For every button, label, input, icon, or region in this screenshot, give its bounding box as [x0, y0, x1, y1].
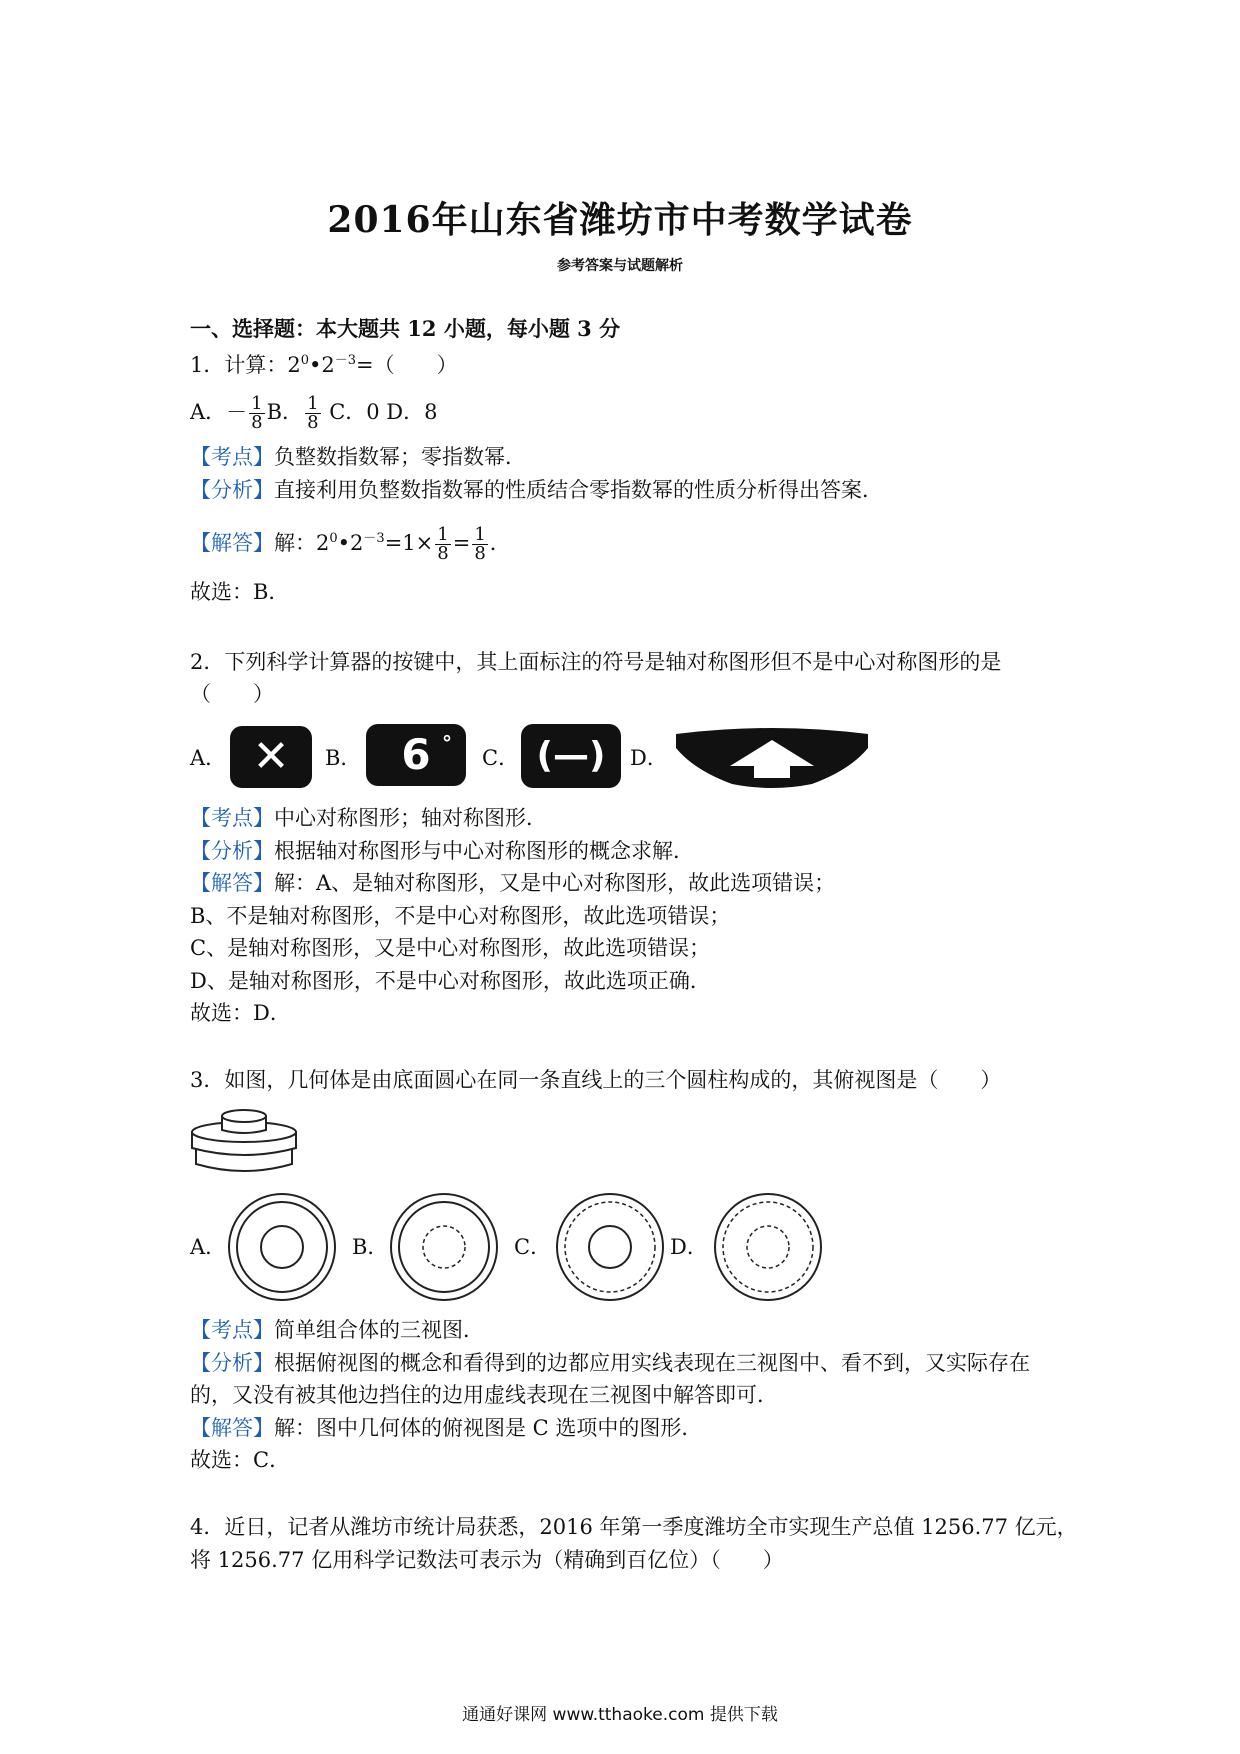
- q2-label-a: A．: [190, 746, 227, 770]
- q2-answer: 故选：D．: [190, 1001, 291, 1025]
- q1-stem: 1．计算：$2^0•2^{-3}=$（ ）: [190, 353, 458, 377]
- q2-label-d: D．: [630, 746, 668, 770]
- q1-kaodian: 【考点】负整数指数幂；零指数幂．: [190, 445, 526, 469]
- key-b-six: 6 °: [366, 724, 466, 786]
- page-subtitle: 参考答案与试题解析: [557, 258, 683, 274]
- q3-option-c-figure: [554, 1191, 666, 1303]
- q3-label-d: D．: [670, 1235, 708, 1259]
- q3-fenxi-line1: 【分析】根据俯视图的概念和看得到的边都应用实线表现在三视图中、看不到，又实际存在: [190, 1351, 1030, 1375]
- q3-label-a: A．: [190, 1235, 227, 1259]
- q3-jieda: 【解答】解：图中几何体的俯视图是 C 选项中的图形．: [190, 1416, 703, 1440]
- page-footer: 通通好课网 www.tthaoke.com 提供下载: [462, 1705, 778, 1725]
- q1-options: A．－ $\frac{1}{8}$ B． $\frac{1}{8}$ C．0 D．8: [190, 393, 438, 433]
- q2-label-c: C．: [482, 746, 520, 770]
- q2-line-b: B、不是轴对称图形，不是中心对称图形，故此选项错误；: [190, 904, 731, 928]
- q3-option-d-figure: [712, 1191, 824, 1303]
- q3-kaodian: 【考点】简单组合体的三视图．: [190, 1318, 484, 1342]
- key-d-shift: [672, 726, 872, 790]
- q4-stem-line2: 将 1256.77 亿用科学记数法可表示为（精确到百亿位）（ ）: [190, 1548, 784, 1572]
- fraction: $\frac{1}{8}$: [474, 524, 486, 564]
- fraction: $\frac{1}{8}$: [307, 393, 319, 433]
- q2-line-c: C、是轴对称图形，又是中心对称图形，故此选项错误；: [190, 936, 711, 960]
- q2-line-d: D、是轴对称图形，不是中心对称图形，故此选项正确．: [190, 969, 711, 993]
- fraction: $\frac{1}{8}$: [437, 524, 449, 564]
- q4-stem-line1: 4．近日，记者从潍坊市统计局获悉，2016 年第一季度潍坊全市实现生产总值 1256.77 亿元，: [190, 1515, 1078, 1539]
- key-c-negative: (—): [521, 724, 621, 788]
- q3-stem: 3．如图，几何体是由底面圆心在同一条直线上的三个圆柱构成的，其俯视图是（ ）: [190, 1068, 1002, 1092]
- q3-label-b: B．: [352, 1235, 389, 1259]
- q1-answer: 故选：B．: [190, 580, 290, 604]
- q3-fenxi-line2: 的，又没有被其他边挡住的边用虚线表现在三视图中解答即可．: [190, 1383, 778, 1407]
- q3-label-c: C．: [514, 1235, 552, 1259]
- q2-kaodian: 【考点】中心对称图形；轴对称图形．: [190, 806, 547, 830]
- multiply-icon: ✕: [252, 731, 290, 782]
- q2-fenxi: 【分析】根据轴对称图形与中心对称图形的概念求解．: [190, 839, 694, 863]
- q1-jieda: 【解答】解：$2^0•2^{-3}=1\times$ $\frac{1}{8}$ = $\frac{1}{8}$ ．: [190, 524, 511, 564]
- page-title: 2016年山东省潍坊市中考数学试卷: [327, 199, 913, 241]
- q3-option-b-figure: [388, 1191, 500, 1303]
- q1-fenxi: 【分析】直接利用负整数指数幂的性质结合零指数幂的性质分析得出答案．: [190, 478, 883, 502]
- q2-jieda: 【解答】解：A、是轴对称图形，又是中心对称图形，故此选项错误；: [190, 871, 836, 895]
- q3-option-a-figure: [226, 1191, 338, 1303]
- q3-solid-figure: [186, 1098, 304, 1180]
- q2-label-b: B．: [325, 746, 362, 770]
- q2-stem-line1: 2．下列科学计算器的按键中，其上面标注的符号是轴对称图形但不是中心对称图形的是: [190, 650, 1002, 674]
- q3-answer: 故选：C．: [190, 1448, 291, 1472]
- key-a-multiply: [230, 726, 312, 788]
- section-heading: 一、选择题：本大题共 12 小题，每小题 3 分: [190, 316, 621, 341]
- fraction: $\frac{1}{8}$: [251, 393, 263, 433]
- q2-stem-line2: （ ）: [190, 682, 274, 706]
